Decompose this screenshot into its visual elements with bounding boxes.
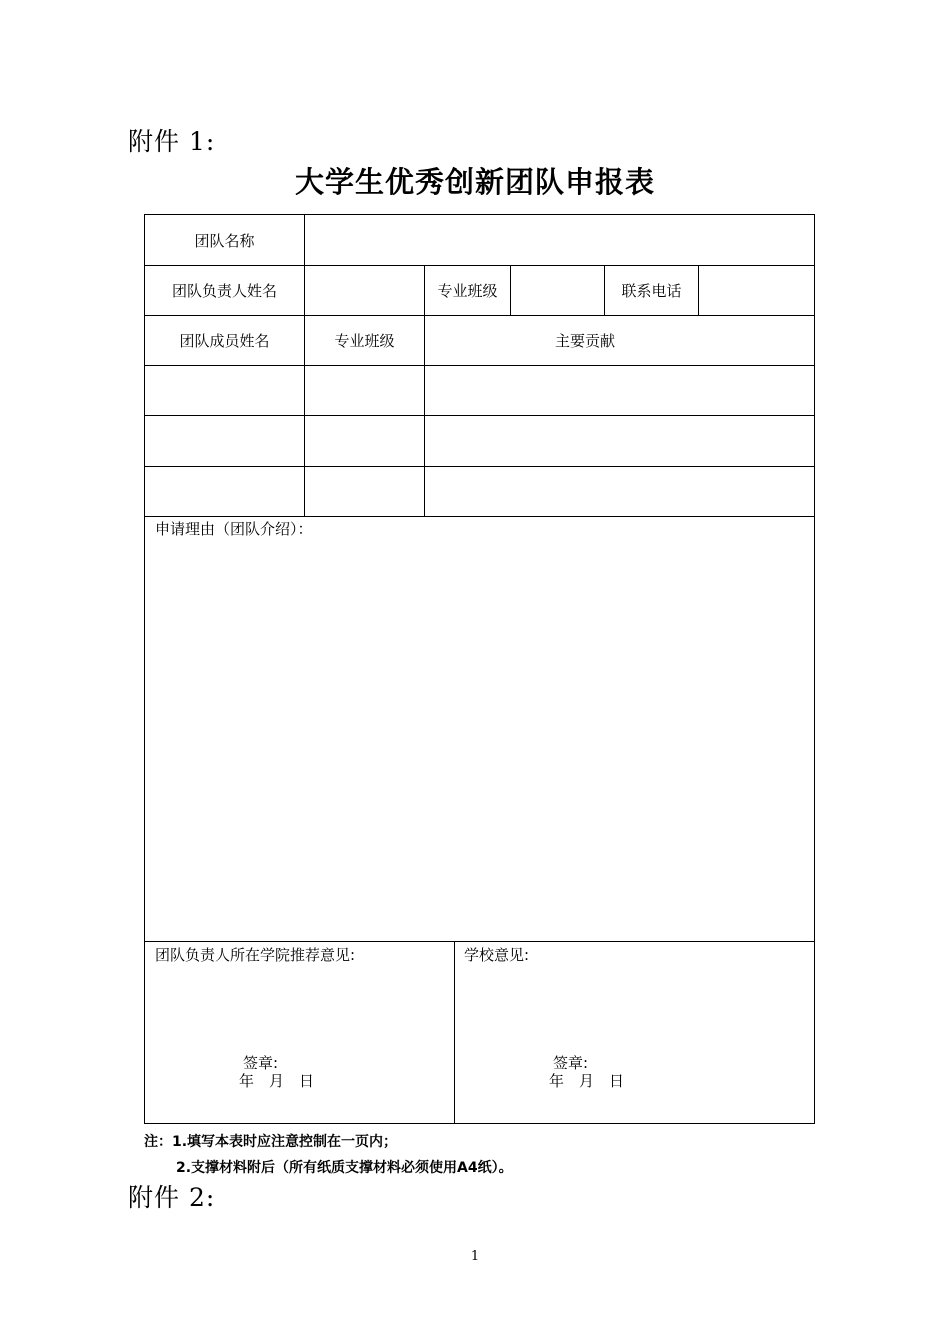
member-contribution-field[interactable] <box>425 467 814 516</box>
team-name-label: 团队名称 <box>194 231 255 250</box>
page-title: 大学生优秀创新团队申报表 <box>294 165 655 199</box>
member-name-header: 团队成员姓名 <box>179 332 270 350</box>
member-major-class-field[interactable] <box>305 416 424 466</box>
phone-label: 联系电话 <box>621 282 682 300</box>
school-seal-label: 签章: <box>553 1054 589 1072</box>
member-contribution-field[interactable] <box>425 366 814 415</box>
school-opinion-label: 学校意见: <box>464 946 530 964</box>
leader-name-label: 团队负责人姓名 <box>171 282 277 300</box>
member-name-field[interactable] <box>145 467 304 516</box>
member-name-field[interactable] <box>145 366 304 415</box>
attachment-2-label: 附件 2: <box>128 1183 216 1212</box>
phone-field[interactable] <box>699 266 814 315</box>
leader-major-class-label: 专业班级 <box>437 282 498 300</box>
leader-major-class-field[interactable] <box>511 266 604 315</box>
college-seal-label: 签章: <box>243 1054 279 1072</box>
member-major-class-field[interactable] <box>305 467 424 516</box>
application-reason-label: 申请理由（团队介绍）： <box>155 520 313 538</box>
note-line-2: 2.支撑材料附后（所有纸质支撑材料必须使用A4纸）。 <box>176 1160 513 1176</box>
application-reason-field[interactable] <box>145 540 814 940</box>
team-name-field[interactable] <box>305 215 814 265</box>
college-opinion-label: 团队负责人所在学院推荐意见: <box>155 946 356 964</box>
note-line-1: 注：1.填写本表时应注意控制在一页内； <box>144 1134 398 1150</box>
member-contribution-header: 主要贡献 <box>554 332 615 350</box>
college-date-label: 年 月 日 <box>239 1072 315 1090</box>
school-date-label: 年 月 日 <box>549 1072 625 1090</box>
member-name-field[interactable] <box>145 416 304 466</box>
attachment-1-label: 附件 1: <box>128 127 216 156</box>
member-major-class-header: 专业班级 <box>334 332 395 350</box>
member-contribution-field[interactable] <box>425 416 814 466</box>
leader-name-field[interactable] <box>305 266 424 315</box>
page-number: 1 <box>470 1249 480 1264</box>
member-major-class-field[interactable] <box>305 366 424 415</box>
